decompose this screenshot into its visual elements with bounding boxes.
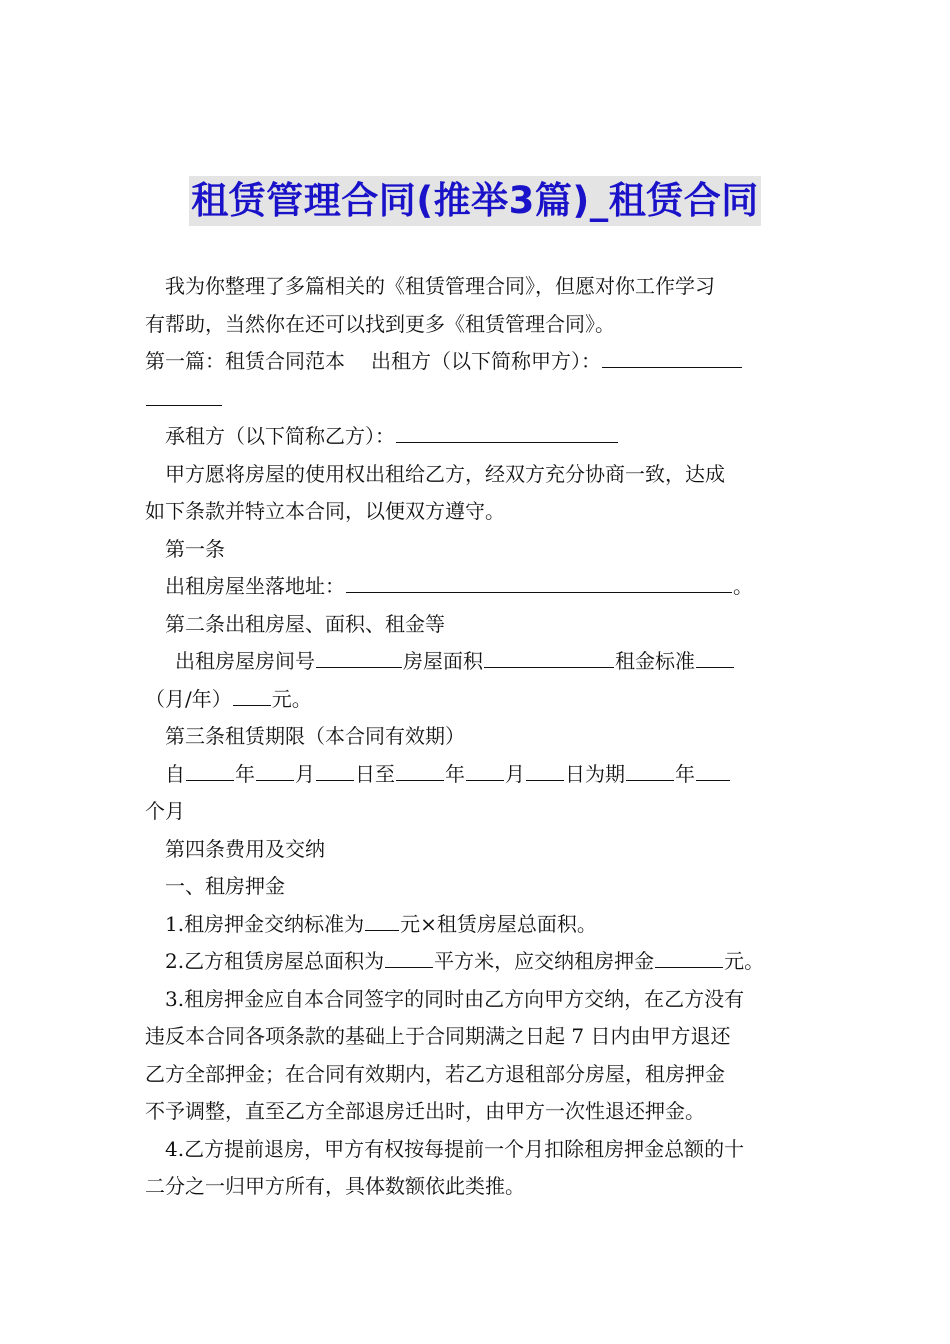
agreement-line-1: 甲方愿将房屋的使用权出租给乙方，经双方充分协商一致，达成 (165, 461, 725, 486)
room-no-blank (316, 645, 402, 668)
end-month-blank (466, 758, 504, 781)
lessor-blank-cont (146, 383, 222, 406)
article-4-title: 第四条费用及交纳 (165, 836, 325, 861)
deposit-item-4-line-2: 二分之一归甲方所有，具体数额依此类推。 (145, 1174, 525, 1198)
room-line (145, 643, 810, 681)
lessor-blank (602, 345, 742, 368)
article-1-title: 第一条 (165, 536, 225, 561)
end-day-blank (526, 758, 564, 781)
document-title: 租赁管理合同(推举3篇)_租赁合同 (189, 176, 761, 226)
deposit-amount-blank (655, 945, 723, 968)
deposit-item-3-line-4: 不予调整，直至乙方全部退房迁出时，由甲方一次性退还押金。 (145, 1099, 705, 1123)
year-label-2: 年 (445, 761, 465, 786)
deposit-subheading: 一、租房押金 (165, 874, 285, 898)
total-area-blank (385, 945, 433, 968)
section-1-heading: 第一篇：租赁合同范本 (145, 349, 345, 373)
rent-unit: （月/年） (145, 686, 232, 711)
area-label: 房屋面积 (403, 649, 483, 673)
period-months-blank (696, 758, 730, 781)
deposit-item-4-line-1: 4.乙方提前退房，甲方有权按每提前一个月扣除租房押金总额的十 (165, 1136, 745, 1161)
day-period-label: 日为期 (565, 761, 625, 786)
start-year-blank (186, 758, 234, 781)
month-label-2: 月 (505, 761, 525, 786)
start-day-blank (316, 758, 354, 781)
intro-line-1: 我为你整理了多篇相关的《租赁管理合同》，但愿对你工作学习 (165, 274, 715, 298)
rent-blank (696, 645, 734, 668)
article-3-title: 第三条租赁期限（本合同有效期） (165, 724, 465, 748)
month-label: 月 (295, 761, 315, 786)
year-label-3: 年 (675, 761, 695, 786)
rent-amount-blank (233, 683, 271, 706)
months-line: 个月 (145, 799, 185, 823)
item1-text-a: 1.租房押金交纳标准为 (165, 911, 365, 936)
deposit-item-3-line-2: 违反本合同各项条款的基础上于合同期满之日起 7 日内由甲方退还 (145, 1024, 731, 1048)
address-end: 。 (733, 574, 753, 598)
intro-line-2: 有帮助，当然你在还可以找到更多《租赁管理合同》。 (145, 311, 615, 336)
year-label: 年 (235, 761, 255, 786)
item2-text-a: 2.乙方租赁房屋总面积为 (165, 949, 385, 973)
lessee-line (145, 418, 810, 456)
rent-unit-line (145, 681, 810, 719)
item1-text-b: 元×租赁房屋总面积。 (400, 911, 597, 936)
address-line (145, 568, 810, 606)
article-2-title: 第二条出租房屋、面积、租金等 (165, 611, 445, 636)
lessor-label: 出租方（以下简称甲方）： (371, 349, 601, 373)
period-line (145, 756, 810, 794)
rent-yuan: 元。 (271, 686, 312, 711)
end-year-blank (396, 758, 444, 781)
room-no-label: 出租房屋房间号 (175, 649, 315, 673)
deposit-item-3-line-3: 乙方全部押金；在合同有效期内，若乙方退租部分房屋，租房押金 (145, 1061, 725, 1086)
document-body (145, 268, 810, 1206)
address-blank (346, 570, 732, 593)
address-label: 出租房屋坐落地址： (165, 574, 345, 598)
area-blank (484, 645, 614, 668)
rent-label: 租金标准 (615, 649, 695, 673)
period-years-blank (626, 758, 674, 781)
deposit-item-2 (145, 943, 810, 981)
start-month-blank (256, 758, 294, 781)
title-container (0, 176, 950, 226)
item2-text-c: 元。 (724, 949, 765, 973)
from-label: 自 (165, 761, 185, 786)
deposit-item-1 (145, 906, 810, 944)
agreement-line-2: 如下条款并特立本合同，以便双方遵守。 (145, 499, 505, 523)
day-to-label: 日至 (355, 761, 395, 786)
item2-text-b: 平方米，应交纳租房押金 (434, 949, 655, 973)
lessee-blank (396, 420, 618, 443)
lessee-label: 承租方（以下简称乙方）： (165, 424, 395, 448)
lessor-blank-cont-line (145, 381, 810, 419)
section-1-heading-line (145, 343, 810, 381)
deposit-rate-blank (365, 908, 399, 931)
deposit-item-3-line-1: 3.租房押金应自本合同签字的同时由乙方向甲方交纳，在乙方没有 (165, 986, 745, 1011)
